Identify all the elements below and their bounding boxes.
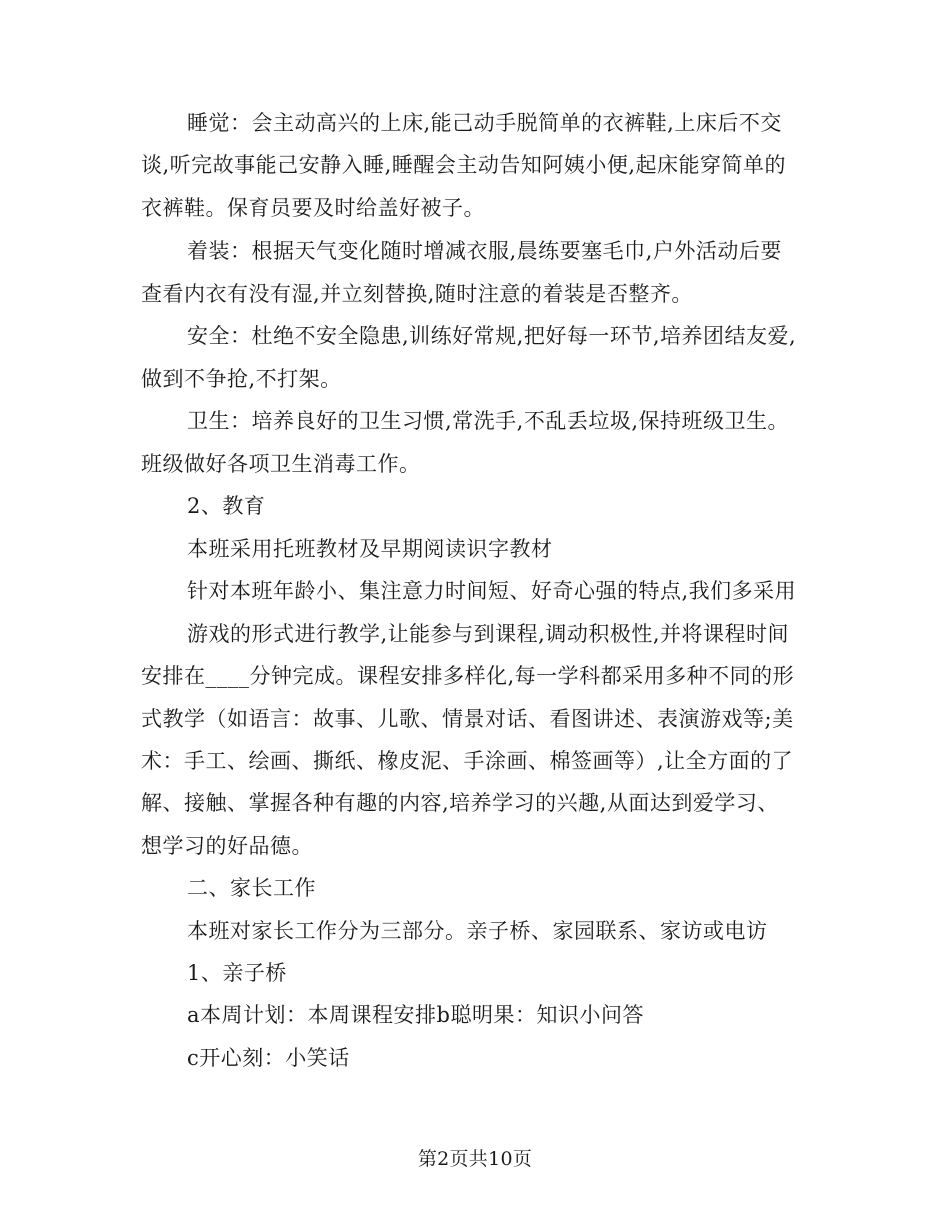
paragraph-safety-line-1: 安全：杜绝不安全隐患,训练好常规,把好每一环节,培养团结友爱, [187, 324, 797, 348]
page-number-footer: 第2页共10页 [417, 1148, 533, 1170]
paragraph-sleep-line-2: 谈,听完故事能己安静入睡,睡醒会主动告知阿姨小便,起床能穿简单的 [141, 153, 787, 177]
paragraph-hygiene-line-2: 班级做好各项卫生消毒工作。 [141, 452, 421, 476]
paragraph-dress-line-2: 查看内衣有没有湿,并立刻替换,随时注意的着装是否整齐。 [141, 282, 693, 306]
paragraph-teaching-line-6: 解、接触、掌握各种有趣的内容,培养学习的兴趣,从面达到爱学习、 [141, 791, 779, 815]
paragraph-teaching-line-3: 安排在____分钟完成。课程安排多样化,每一学科都采用多种不同的形 [141, 664, 795, 688]
paragraph-teaching-line-5: 术：手工、绘画、撕纸、橡皮泥、手涂画、棉签画等）,让全方面的了 [141, 749, 794, 773]
paragraph-hygiene-line-1: 卫生：培养良好的卫生习惯,常洗手,不乱丢垃圾,保持班级卫生。 [187, 409, 790, 433]
paragraph-parent-work: 本班对家长工作分为三部分。亲子桥、家园联系、家访或电访 [187, 919, 768, 943]
paragraph-teaching-line-4: 式教学（如语言：故事、儿歌、情景对话、看图讲述、表演游戏等;美 [141, 707, 794, 731]
list-item-happy-moment: c开心刻：小笑话 [187, 1046, 350, 1070]
paragraph-teaching-line-1: 针对本班年龄小、集注意力时间短、好奇心强的特点,我们多采用 [187, 579, 797, 603]
section-heading-parent-work: 二、家长工作 [187, 876, 316, 900]
paragraph-sleep-line-3: 衣裤鞋。保育员要及时给盖好被子。 [141, 196, 485, 220]
paragraph-teaching-line-2: 游戏的形式进行教学,让能参与到课程,调动积极性,并将课程时间 [187, 622, 790, 646]
paragraph-materials: 本班采用托班教材及早期阅读识字教材 [187, 537, 553, 561]
paragraph-teaching-line-7: 想学习的好品德。 [141, 834, 313, 858]
paragraph-safety-line-2: 做到不争抢,不打架。 [141, 367, 342, 391]
section-heading-education: 2、教育 [187, 494, 266, 518]
paragraph-dress-line-1: 着装：根据天气变化随时增减衣服,晨练要塞毛巾,户外活动后要 [187, 239, 782, 263]
list-item-weekly-plan: a本周计划：本周课程安排b聪明果：知识小问答 [187, 1003, 644, 1027]
paragraph-sleep-line-1: 睡觉：会主动高兴的上床,能己动手脱简单的衣裤鞋,上床后不交 [187, 111, 782, 135]
subheading-parent-bridge: 1、亲子桥 [187, 961, 287, 985]
